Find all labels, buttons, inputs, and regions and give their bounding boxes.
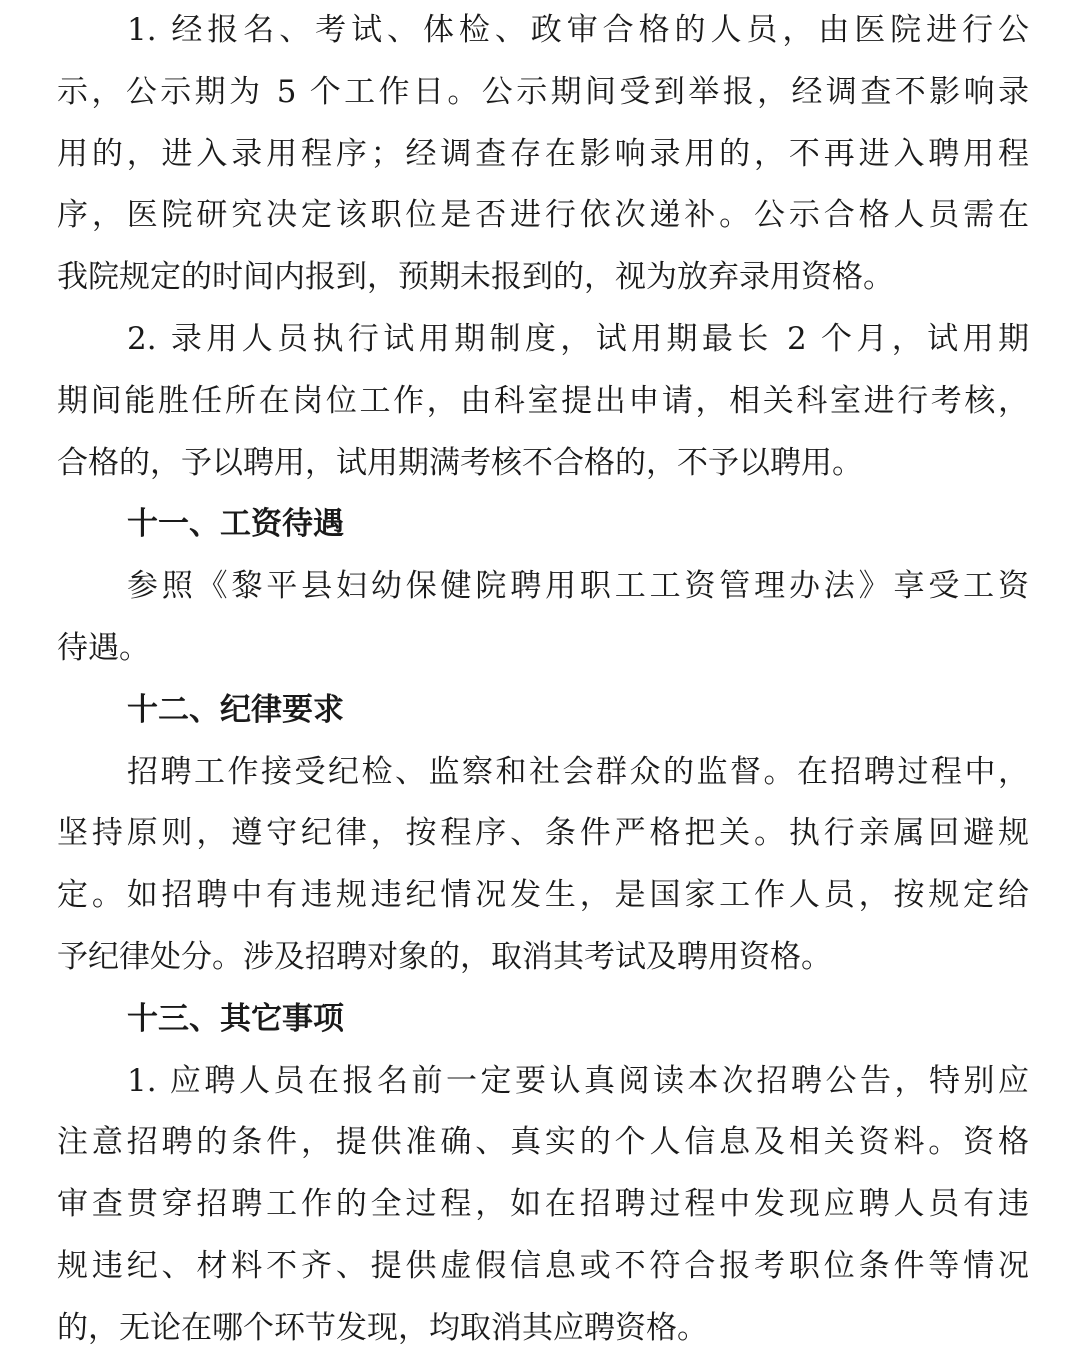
paragraph-line: 审查贯穿招聘工作的全过程，如在招聘过程中发现应聘人员有违 <box>57 1186 1029 1223</box>
paragraph-line: 招聘工作接受纪检、监察和社会群众的监督。在招聘过程中， <box>127 753 1029 790</box>
section-12-heading: 十二、纪律要求 <box>127 691 344 728</box>
paragraph-line: 合格的，予以聘用，试用期满考核不合格的，不予以聘用。 <box>57 444 863 481</box>
paragraph-line: 注意招聘的条件，提供准确、真实的个人信息及相关资料。资格 <box>57 1124 1029 1161</box>
paragraph-line: 参照《黎平县妇幼保健院聘用职工工资管理办法》享受工资 <box>127 568 1029 605</box>
section-11-heading: 十一、工资待遇 <box>127 506 344 543</box>
paragraph-line: 2. 录用人员执行试用期制度，试用期最长 2 个月，试用期 <box>127 320 1029 357</box>
paragraph-line: 示，公示期为 5 个工作日。公示期间受到举报，经调查不影响录 <box>57 73 1029 110</box>
paragraph-line: 序，医院研究决定该职位是否进行依次递补。公示合格人员需在 <box>57 197 1029 234</box>
section-10-item-1 <box>57 0 1029 309</box>
paragraph-line: 定。如招聘中有违规违纪情况发生，是国家工作人员，按规定给 <box>57 877 1029 914</box>
document-page <box>57 0 1029 1360</box>
section-12-paragraph <box>57 742 1029 989</box>
section-11-paragraph <box>57 556 1029 680</box>
paragraph-line: 1. 应聘人员在报名前一定要认真阅读本次招聘公告，特别应 <box>127 1062 1029 1099</box>
paragraph-line: 予纪律处分。涉及招聘对象的，取消其考试及聘用资格。 <box>57 938 832 975</box>
paragraph-line: 用的，进入录用程序；经调查存在影响录用的，不再进入聘用程 <box>57 135 1029 172</box>
paragraph-line: 坚持原则，遵守纪律，按程序、条件严格把关。执行亲属回避规 <box>57 815 1029 852</box>
section-10-item-2 <box>57 309 1029 494</box>
paragraph-line: 的，无论在哪个环节发现，均取消其应聘资格。 <box>57 1309 708 1346</box>
paragraph-line: 期间能胜任所在岗位工作，由科室提出申请，相关科室进行考核， <box>57 382 1029 419</box>
paragraph-line: 1. 经报名、考试、体检、政审合格的人员，由医院进行公 <box>127 12 1029 48</box>
paragraph-line: 我院规定的时间内报到，预期未报到的，视为放弃录用资格。 <box>57 259 894 296</box>
section-13-heading: 十三、其它事项 <box>127 1000 344 1037</box>
paragraph-line: 规违纪、材料不齐、提供虚假信息或不符合报考职位条件等情况 <box>57 1247 1029 1284</box>
paragraph-line: 待遇。 <box>57 629 150 666</box>
section-13-item-1 <box>57 1051 1029 1360</box>
